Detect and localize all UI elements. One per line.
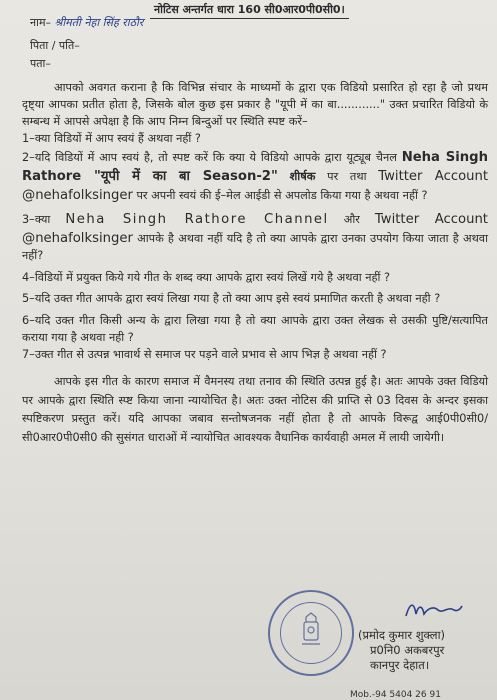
youtube-channel-title: Neha Singh Rathore "यूपी में का बा Season-2" — [22, 149, 488, 184]
police-station-stamp — [268, 590, 354, 676]
question-3: 3–क्या Neha Singh Rathore Channel और Twitter Account @nehafolksinger आपके है अथवा नहीं यदि है तो क्या आपके द्वारा उनका उपयोग किया जाता है अथवा नहीं? — [22, 211, 488, 262]
officer-designation: प्र0नि0 अकबरपुर — [370, 643, 445, 657]
question-5: 5–यदि उक्त गीत आपके द्वारा स्वयं लिखा गया है तो क्या आप इसे स्वयं प्रमाणित करती है अथवा नही ? — [22, 292, 441, 306]
question-6: 6–यदि उक्त गीत किसी अन्य के द्वारा लिखा गया है तो क्या आपके द्वारा उक्त लेखक से उसकी पुष्टि/सत्यापित कराया गया है अथवा नही ? — [22, 314, 488, 345]
notice-body — [22, 80, 488, 447]
closing-paragraph: आपके इस गीत के कारण समाज में वैमनस्य तथा तनाव की स्थिति उत्पन्न हुई है। अतः आपके उक्त विडियो पर आपके द्वारा स्थिति स्प्ष्ट किया जाना न्यायोचित है। अतः उक्त नोटिस की प्राप्ति से 03 दिवस के अन्दर इसका स्पष्टिकरण प्रस्तुत करें। यदि आपका जबाव सन्तोषजनक नहीं होता है तो आपके विरूद्व आई0पी0सी0/सी0आर0पी0सी0 की सुसंगत धाराओं में न्यायोचित आवश्यक वैधानिक कार्यवाही अमल में लायी जायेगी। — [22, 375, 488, 444]
intro-paragraph: आपको अवगत कराना है कि विभिन्न संचार के माध्यमों के द्वारा एक विडियो प्रसारित हो रहा है जो प्रथम दृष्ट्या आपका प्रतीत होता है, जिसके बोल कुछ इस प्रकार है "यूपी में का बा............" उक्त प्रचारित विडियो के सम्बन्ध में आपसे अपेक्षा है कि आप निम्न बिन्दुओं पर स्थिति स्पष्ट करें– — [22, 81, 488, 128]
notice-title: नोटिस अन्तर्गत धारा 160 सी0आर0पी0सी0। — [150, 2, 349, 19]
channel-name: Neha Singh Rathore Channel — [65, 211, 329, 227]
officer-location: कानपुर देहात। — [370, 658, 430, 672]
father-husband-label: पिता / पति– — [30, 39, 80, 52]
name-label: नाम– — [30, 16, 52, 29]
question-1: 1–क्या विडियों में आप स्वयं हैं अथवा नहीं ? — [22, 131, 201, 145]
question-2: 2–यदि विडियों में आप स्वयं है, तो स्पष्ट करें कि क्या ये विडियो आपके द्वारा यूट्यूब चैनल Neha Singh Rathore "यूपी में का बा Season-2" शीर्षक पर तथा Twitter Account @nehafolksinger पर अपनी स्वयं की ई–मेल आईडी से अपलोड किया गया है अथवा नहीं ? — [22, 149, 489, 203]
signature-scribble-icon — [404, 598, 464, 624]
father-husband-field — [30, 38, 80, 53]
name-field — [30, 15, 143, 30]
question-4: 4–विडियों में प्रयुक्त किये गये गीत के शब्द क्या आपके द्वारा स्वयं लिखें गये है अथवा नहीं ? — [22, 270, 391, 284]
mobile-number: Mob.-94 5404 26 91 — [350, 690, 441, 700]
twitter-account-q3: Twitter Account @nehafolksinger — [22, 211, 488, 246]
officer-name: (प्रमोद कुमार शुक्ला) — [358, 628, 446, 642]
emblem-icon — [270, 592, 352, 674]
twitter-account: Twitter Account @nehafolksinger — [22, 168, 489, 203]
question-7: 7–उक्त गीत से उत्पन्न भावार्थ से समाज पर पड़ने वाले प्रभाव से आप भिज्ञ है अथवा नहीं ? — [22, 348, 387, 362]
address-field — [30, 56, 51, 71]
name-value: श्रीमती नेहा सिंह राठौर — [54, 16, 144, 29]
address-label: पता– — [30, 57, 51, 70]
signature-block — [358, 628, 445, 673]
